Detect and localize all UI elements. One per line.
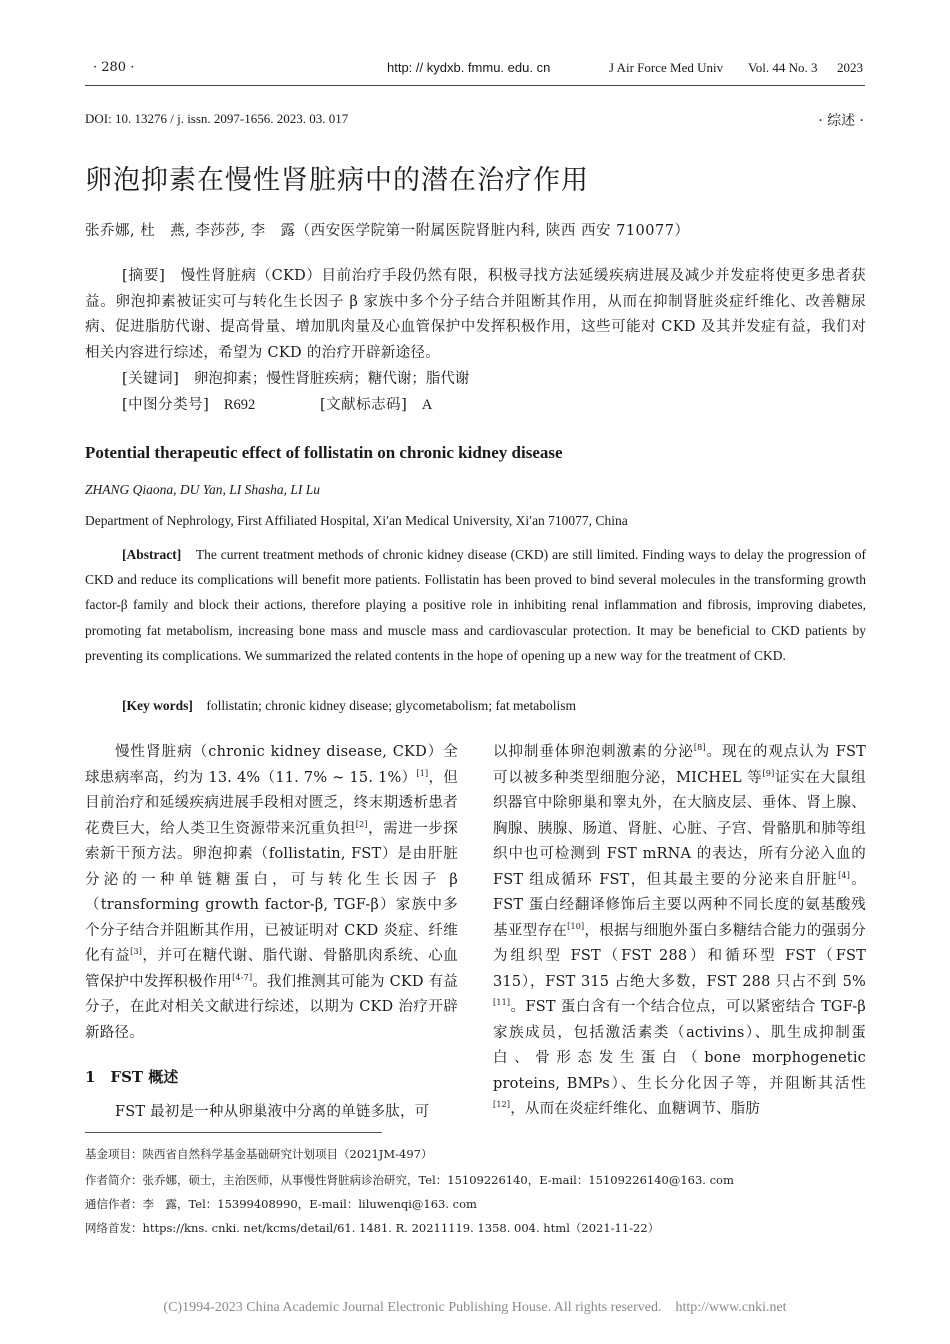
journal-year: 2023 [837,60,863,75]
citation-ref: [3] [130,947,143,957]
text-run: 慢性肾脏病（chronic kidney disease, CKD）全球患病率高，约为 13. 4%（11. 7% ~ 15. 1%） [85,744,458,786]
text-run: ，并可在糖代谢、脂代谢、骨骼肌肉系统、心血管保护中发挥积极作用 [85,948,458,990]
citation-ref: [9] [762,768,775,778]
clc-label: [中图分类号] [122,397,210,413]
journal-volume: Vol. 44 No. 3 [748,60,818,75]
text-run: 以抑制垂体卵泡刺激素的分泌 [493,744,694,760]
footnote-author-bio: 作者简介：张乔娜，硕士，主治医师，从事慢性肾脏病诊治研究，Tel：15109226140，E-mail：15109226140@163. com [85,1173,734,1187]
citation-ref: [2] [355,819,368,829]
english-keywords-text: follistatin; chronic kidney disease; glycometabolism; fat metabolism [206,698,577,713]
english-authors: ZHANG Qiaona, DU Yan, LI Shasha, LI Lu [85,482,321,497]
citation-ref: [10] [567,921,585,931]
footnote-funding: 基金项目：陕西省自然科学基金基础研究计划项目（2021JM-497） [85,1147,433,1161]
article-type: · 综述 · [818,113,864,129]
document-code [320,393,432,414]
clc-number [122,393,255,414]
english-keywords [122,694,576,714]
chinese-keywords-label: [关键词] [122,371,180,387]
page-number: · 280 · [93,60,135,75]
text-run: 。FST 蛋白经翻译修饰后主要以两种不同长度的氨基酸残基亚型存在 [493,871,866,939]
text-run: 。FST 蛋白含有一个结合位点，可以紧密结合 TGF-β 家族成员，包括激活素类（activins）、肌生成抑制蛋白、骨形态发生蛋白（bone morphogenetic proteins, BMPs）、生长分化因子等，并阻断其活性 [493,999,866,1092]
citation-ref: [12] [493,1100,511,1110]
english-abstract-label: [Abstract] [122,547,182,562]
citation-ref: [8] [693,743,706,753]
chinese-keywords-text: 卵泡抑素；慢性肾脏疾病；糖代谢；脂代谢 [193,371,470,387]
chinese-abstract [85,264,866,366]
body-intro-paragraph [85,740,458,1046]
text-run: 。我们推测其可能为 CKD 有益分子，在此对相关文献进行综述，以期为 CKD 治疗开辟新路径。 [85,973,458,1041]
chinese-title: 卵泡抑素在慢性肾脏病中的潜在治疗作用 [85,165,589,196]
citation-ref: [11] [493,998,511,1008]
document-code-value: A [421,397,433,413]
footnote-corresponding-author: 通信作者：李 露，Tel：15399408990，E-mail：liluwenqi@163. com [85,1197,477,1211]
chinese-keywords [122,367,469,388]
citation-ref: [1] [416,768,429,778]
text-run: 。现在的观点认为 FST 可以被多种类型细胞分泌，MICHEL 等 [493,744,866,786]
text-run: 证实在大鼠组织器官中除卵巢和睾丸外，在大脑皮层、垂体、肾上腺、胸腺、胰腺、肠道、肾脏、心脏、子宫、骨骼肌和肺等组织中也可检测到 FST mRNA 的表达，所有分泌入血的 FST 组成循环 FST，但其最主要的分泌来自肝脏 [493,769,867,888]
intro-runs [85,744,458,1041]
english-keywords-label: [Key words] [122,698,193,713]
doi: DOI: 10. 13276 / j. issn. 2097-1656. 2023. 03. 017 [85,111,349,126]
chinese-abstract-label: [摘要] [122,268,166,284]
english-affiliation: Department of Nephrology, First Affiliated Hospital, Xi′an Medical University, Xi′an 710077, China [85,513,628,528]
right-column-paragraph [493,740,866,1123]
document-code-label: [文献标志码] [320,397,408,413]
chinese-authors: 张乔娜, 杜 燕, 李莎莎, 李 露（西安医学院第一附属医院肾脏内科, 陕西 西安 710077） [85,223,690,239]
section-1-start: FST 最初是一种从卵巢液中分离的单链多肽，可 [115,1104,430,1120]
citation-ref: [4-7] [232,972,253,982]
english-abstract [85,542,866,668]
journal-url[interactable]: http: // kydxb. fmmu. edu. cn [387,60,551,75]
copyright-notice: (C)1994-2023 China Academic Journal Electronic Publishing House. All rights reserved. http://www.cnki.net [163,1300,787,1315]
text-run: ，从而在炎症纤维化、血糖调节、脂肪 [510,1101,761,1117]
header-rule [85,85,865,86]
text-run: ，需进一步探索新干预方法。卵泡抑素（follistatin, FST）是由肝脏分泌的一种单链糖蛋白，可与转化生长因子 β（transforming growth factor-β, TGF-β）家族中多个分子结合并阻断其作用，已被证明对 CKD 炎症、纤维化有益 [85,820,458,964]
journal-name: J Air Force Med Univ [609,60,724,75]
chinese-abstract-text: 慢性肾脏病（CKD）目前治疗手段仍然有限，积极寻找方法延缓疾病进展及减少并发症将使更多患者获益。卵泡抑素被证实可与转化生长因子 β 家族中多个分子结合并阻断其作用，从而在抑制肾脏炎症纤维化、改善糖尿病、促进脂肪代谢、提高骨量、增加肌肉量及心血管保护中发挥积极作用，这些可能对 CKD 及其并发症有益，我们对相关内容进行综述，希望为 CKD 的治疗开辟新途径。 [85,268,866,361]
footnote-rule [85,1132,382,1133]
body-right-column [493,740,866,1123]
section-1-paragraph [85,1100,458,1126]
footnote-online-first: 网络首发：https://kns. cnki. net/kcms/detail/61. 1481. R. 20211119. 1358. 004. html（2021-11-22） [85,1221,660,1235]
intro-paragraph [85,740,458,1046]
english-abstract-text: The current treatment methods of chronic kidney disease (CKD) are still limited. Finding ways to delay the progression of CKD and reduce its complications will benefit more patients. Follistatin has been proved to bind several molecules in the transforming growth factor-β family and block their actions, therefore playing a positive role in inhibiting renal inflammation and fibrosis, improving diabetes, promoting fat metabolism, increasing bone mass and muscle mass and cardiovascular protection. It may be beneficial to CKD patients by preventing its complications. We summarized the related contents in the hope of opening up a new way for the treatment of CKD. [85,547,866,663]
text-run: ，但目前治疗和延缓疾病进展手段相对匮乏，终末期透析患者花费巨大，给人类卫生资源带来沉重负担 [85,769,458,837]
right-runs [493,744,866,1117]
citation-ref: [4] [838,870,851,880]
section-1-heading: 1 FST 概述 [85,1068,179,1086]
text-run: ，根据与细胞外蛋白多糖结合能力的强弱分为组织型 FST（FST 288）和循环型 FST（FST 315），FST 315 占绝大多数，FST 288 只占不到 5% [493,922,866,990]
clc-value: R692 [223,397,256,413]
english-title: Potential therapeutic effect of follistatin on chronic kidney disease [85,443,563,462]
